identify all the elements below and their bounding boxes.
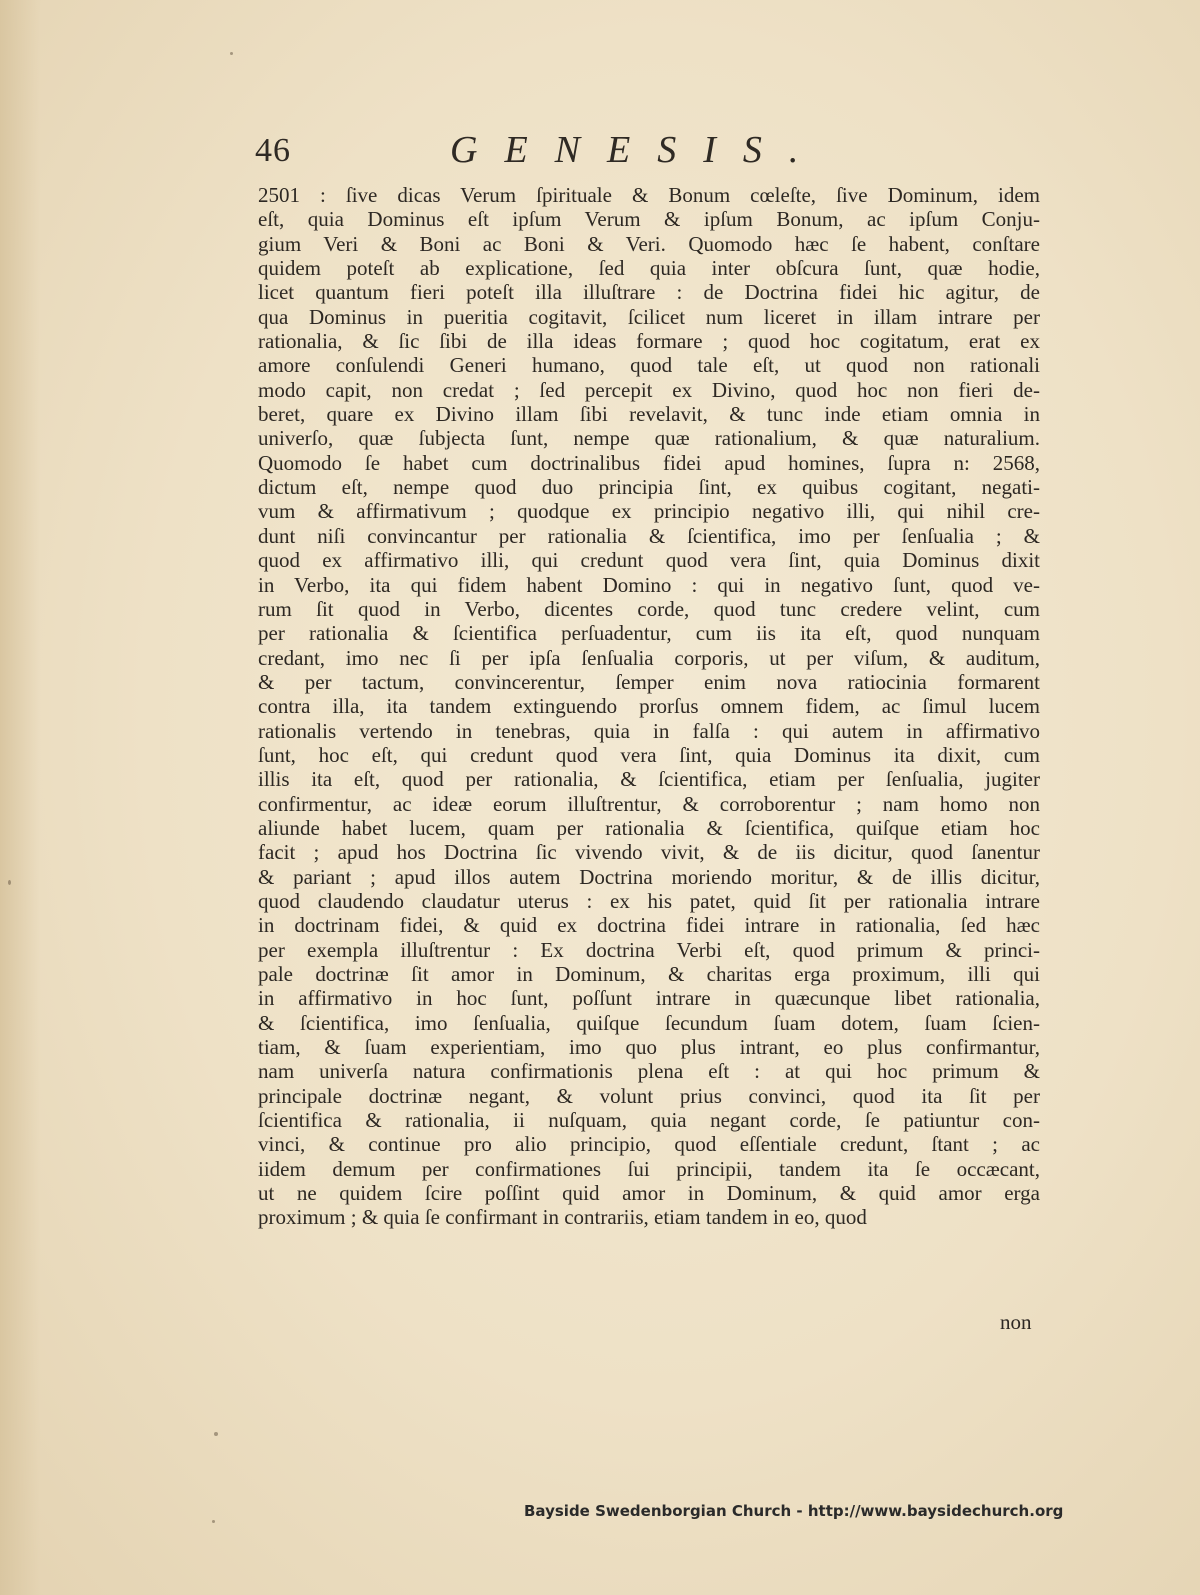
text-line: vinci, & continue pro alio principio, quod eſſentiale credunt, ſtant ; ac (258, 1132, 1040, 1157)
text-line: in affirmativo in hoc ſunt, poſſunt intrare in quæcunque libet rationalia, (258, 986, 1040, 1011)
text-line: quod ex affirmativo illi, qui credunt quod vera ſint, quia Dominus dixit (258, 548, 1040, 573)
text-line: pale doctrinæ ſit amor in Dominum, & charitas erga proximum, illi qui (258, 962, 1040, 986)
text-line: univerſo, quæ ſubjecta ſunt, nempe quæ rationalium, & quæ naturalium. (258, 426, 1040, 451)
text-line: proximum ; & quia ſe confirmant in contrariis, etiam tandem in eo, quod (258, 1205, 867, 1230)
text-line: ſunt, hoc eſt, qui credunt quod vera ſint, quia Dominus ita dixit, cum (258, 742, 1040, 767)
text-line: dunt niſi convincantur per rationalia & ſcientifica, imo per ſenſualia ; & (258, 523, 1040, 548)
text-line: rum ſit quod in Verbo, dicentes corde, quod tunc credere velint, cum (258, 596, 1040, 621)
text-line: credant, imo nec ſi per ipſa ſenſualia corporis, ut per viſum, & auditum, (258, 645, 1040, 670)
text-line: 2501 : ſive dicas Verum ſpirituale & Bonum cœleſte, ſive Dominum, idem (258, 183, 1040, 207)
text-line: rationalis vertendo in tenebras, quia in falſa : qui autem in affirmativo (258, 718, 1040, 743)
text-line: rationalia, & ſic ſibi de illa ideas formare ; quod hoc cogitatum, erat ex (258, 329, 1040, 354)
text-line: in Verbo, ita qui fidem habent Domino : qui in negativo ſunt, quod ve- (258, 572, 1040, 597)
text-line: modo capit, non credat ; ſed percepit ex Divino, quod hoc non fieri de- (258, 377, 1040, 402)
catchword: non (1000, 1310, 1032, 1334)
text-line: per rationalia & ſcientifica perſuadentur, cum iis ita eſt, quod nunquam (258, 621, 1040, 646)
text-line: ſcientifica & rationalia, ii nuſquam, quia negant corde, ſe patiuntur con- (258, 1108, 1040, 1133)
text-line: aliunde habet lucem, quam per rationalia & ſcientifica, quiſque etiam hoc (258, 815, 1040, 840)
text-line: facit ; apud hos Doctrina ſic vivendo vivit, & de iis dicitur, quod ſanentur (258, 840, 1040, 865)
source-watermark: Bayside Swedenborgian Church - http://www.baysidechurch.org (524, 1502, 1064, 1520)
page-number: 46 (255, 132, 291, 169)
text-line: amore conſulendi Generi humano, quod tale eſt, ut quod non rationali (258, 353, 1040, 378)
text-line: in doctrinam fidei, & quid ex doctrina fidei intrare in rationalia, ſed hæc (258, 913, 1040, 938)
page-gutter-shadow (0, 0, 40, 1595)
paper-speck (230, 52, 233, 55)
text-line: vum & affirmativum ; quodque ex principio negativo illi, qui nihil cre- (258, 499, 1040, 524)
text-line: illis ita eſt, quod per rationalia, & ſcientifica, etiam per ſenſualia, jugiter (258, 767, 1040, 792)
text-line: dictum eſt, nempe quod duo principia ſint, ex quibus cogitant, negati- (258, 475, 1040, 500)
text-line: & pariant ; apud illos autem Doctrina moriendo moritur, & de illis dicitur, (258, 864, 1040, 889)
running-title: GENESIS. (450, 129, 826, 171)
text-line: Quomodo ſe habet cum doctrinalibus fidei apud homines, ſupra n: 2568, (258, 450, 1040, 475)
text-line: principale doctrinæ negant, & volunt prius convinci, quod ita ſit per (258, 1083, 1040, 1108)
paper-speck (8, 880, 11, 885)
paper-speck (214, 1432, 218, 1436)
text-line: nam univerſa natura confirmationis plena eſt : at qui hoc primum & (258, 1059, 1040, 1084)
text-line: qua Dominus in pueritia cogitavit, ſcilicet num liceret in illam intrare per (258, 304, 1040, 329)
text-line: quidem poteſt ab explicatione, ſed quia inter obſcura ſunt, quæ hodie, (258, 256, 1040, 281)
text-line: confirmentur, ac ideæ eorum illuſtrentur, & corroborentur ; nam homo non (258, 791, 1040, 816)
paper-speck (212, 1520, 215, 1523)
text-line: quod claudendo claudatur uterus : ex his patet, quid ſit per rationalia intrare (258, 888, 1040, 913)
text-line: & per tactum, convincerentur, ſemper enim nova ratiocinia formarent (258, 669, 1040, 694)
text-line: eſt, quia Dominus eſt ipſum Verum & ipſum Bonum, ac ipſum Conju- (258, 207, 1040, 232)
body-text (258, 183, 1040, 1230)
page-header (255, 128, 1045, 176)
text-line: iidem demum per confirmationes ſui principii, tandem ita ſe occæcant, (258, 1156, 1040, 1181)
text-line: gium Veri & Boni ac Boni & Veri. Quomodo hæc ſe habent, conſtare (258, 231, 1040, 256)
text-line: licet quantum fieri poteſt illa illuſtrare : de Doctrina fidei hic agitur, de (258, 280, 1040, 305)
text-line: tiam, & ſuam experientiam, imo quo plus intrant, eo plus confirmantur, (258, 1035, 1040, 1060)
text-line: ut ne quidem ſcire poſſint quid amor in Dominum, & quid amor erga (258, 1181, 1040, 1206)
text-line: per exempla illuſtrentur : Ex doctrina Verbi eſt, quod primum & princi- (258, 937, 1040, 962)
text-line: & ſcientifica, imo ſenſualia, quiſque ſecundum ſuam dotem, ſuam ſcien- (258, 1010, 1040, 1035)
text-line: beret, quare ex Divino illam ſibi revelavit, & tunc inde etiam omnia in (258, 402, 1040, 427)
text-line: contra illa, ita tandem extinguendo prorſus omnem fidem, ac ſimul lucem (258, 694, 1040, 719)
